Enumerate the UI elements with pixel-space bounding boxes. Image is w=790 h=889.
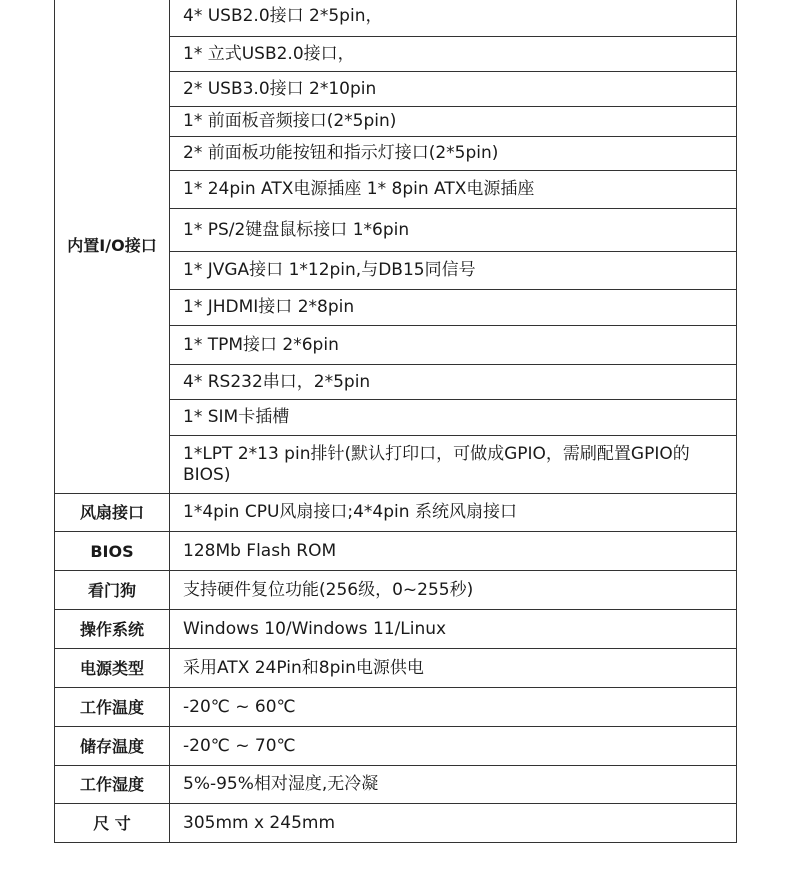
spec-table xyxy=(54,0,737,843)
bios-label: BIOS xyxy=(55,532,170,571)
watchdog-value: 支持硬件复位功能(256级，0~255秒) xyxy=(170,571,737,610)
table-row xyxy=(55,649,737,688)
operating-temp-value: -20℃ ~ 60℃ xyxy=(170,688,737,727)
table-row xyxy=(55,804,737,843)
table-row xyxy=(55,0,737,37)
humidity-label: 工作湿度 xyxy=(55,766,170,804)
table-row xyxy=(55,688,737,727)
fan-label: 风扇接口 xyxy=(55,494,170,532)
table-row xyxy=(55,494,737,532)
power-type-label: 电源类型 xyxy=(55,649,170,688)
io-item: 1* SIM卡插槽 xyxy=(170,400,737,436)
io-section-label: 内置I/O接口 xyxy=(55,0,170,494)
io-item: 1* JHDMI接口 2*8pin xyxy=(170,290,737,326)
table-row xyxy=(55,727,737,766)
io-item: 4* USB2.0接口 2*5pin， xyxy=(170,0,737,37)
io-item: 1* 立式USB2.0接口， xyxy=(170,37,737,72)
io-item: 4* RS232串口，2*5pin xyxy=(170,365,737,400)
storage-temp-value: -20℃ ~ 70℃ xyxy=(170,727,737,766)
io-item: 1* TPM接口 2*6pin xyxy=(170,326,737,365)
table-row xyxy=(55,610,737,649)
io-item: 2* 前面板功能按钮和指示灯接口(2*5pin) xyxy=(170,137,737,171)
table-row xyxy=(55,532,737,571)
power-type-value: 采用ATX 24Pin和8pin电源供电 xyxy=(170,649,737,688)
fan-value: 1*4pin CPU风扇接口;4*4pin 系统风扇接口 xyxy=(170,494,737,532)
io-item: 1*LPT 2*13 pin排针(默认打印口，可做成GPIO，需刷配置GPIO的BIOS) xyxy=(170,436,737,494)
operating-temp-label: 工作温度 xyxy=(55,688,170,727)
table-row xyxy=(55,571,737,610)
io-item: 1* JVGA接口 1*12pin,与DB15同信号 xyxy=(170,252,737,290)
io-item: 1* 前面板音频接口(2*5pin) xyxy=(170,107,737,137)
storage-temp-label: 储存温度 xyxy=(55,727,170,766)
bios-value: 128Mb Flash ROM xyxy=(170,532,737,571)
dimensions-value: 305mm x 245mm xyxy=(170,804,737,843)
io-item: 2* USB3.0接口 2*10pin xyxy=(170,72,737,107)
table-row xyxy=(55,766,737,804)
os-value: Windows 10/Windows 11/Linux xyxy=(170,610,737,649)
humidity-value: 5%-95%相对湿度,无冷凝 xyxy=(170,766,737,804)
os-label: 操作系统 xyxy=(55,610,170,649)
dimensions-label: 尺 寸 xyxy=(55,804,170,843)
io-item: 1* PS/2键盘鼠标接口 1*6pin xyxy=(170,209,737,252)
watchdog-label: 看门狗 xyxy=(55,571,170,610)
io-item: 1* 24pin ATX电源插座 1* 8pin ATX电源插座 xyxy=(170,171,737,209)
